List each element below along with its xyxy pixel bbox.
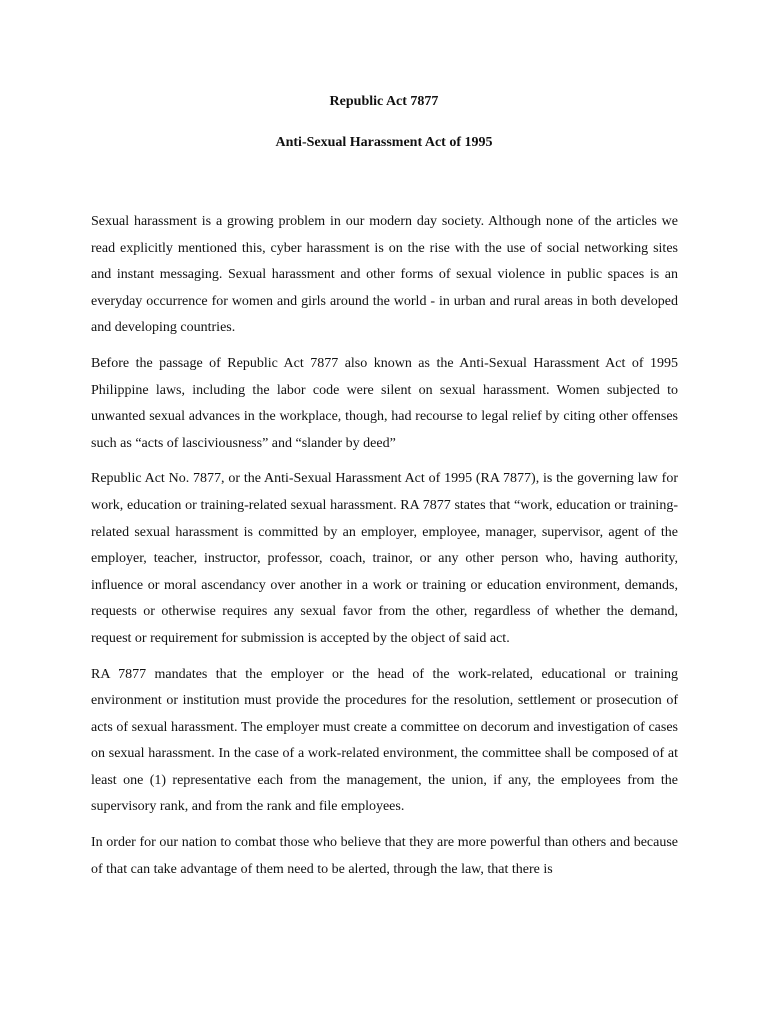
- document-body: [91, 209, 678, 892]
- paragraph-mandate: RA 7877 mandates that the employer or the head of the work-related, educational or training environment or institution must provide the procedures for the resolution, settlement or prosecution of acts of sexual harassment. The employer must create a committee on decorum and investigation of cases on sexual harassment. In the case of a work-related environment, the committee shall be composed of at least one (1) representative each from the management, the union, if any, the employees from the supervisory rank, and from the rank and file employees.: [91, 666, 678, 815]
- paragraph-intro: Sexual harassment is a growing problem in our modern day society. Although none of the articles we read explicitly mentioned this, cyber harassment is on the rise with the use of social networking sites and instant messaging. Sexual harassment and other forms of sexual violence in public spaces is an everyday occurrence for women and girls around the world - in urban and rural areas in both developed and developing countries.: [91, 214, 678, 336]
- paragraph-definition: Republic Act No. 7877, or the Anti-Sexual Harassment Act of 1995 (RA 7877), is the governing law for work, education or training-related sexual harassment. RA 7877 states that “work, education or training-related sexual harassment is committed by an employer, employee, manager, supervisor, agent of the employer, teacher, instructor, professor, coach, trainor, or any other person who, having authority, influence or moral ascendancy over another in a work or training or education environment, demands, requests or otherwise requires any sexual favor from the other, regardless of whether the demand, request or requirement for submission is accepted by the object of said act.: [91, 471, 678, 646]
- document-title: Republic Act 7877: [329, 94, 439, 109]
- paragraph-history: Before the passage of Republic Act 7877 also known as the Anti-Sexual Harassment Act of 1995 Philippine laws, including the labor code were silent on sexual harassment. Women subjected to unwanted sexual advances in the workplace, though, had recourse to legal relief by citing other offenses such as “acts of lasciviousness” and “slander by deed”: [91, 355, 678, 451]
- document-subtitle: Anti-Sexual Harassment Act of 1995: [275, 135, 493, 150]
- paragraph-conclusion: In order for our nation to combat those who believe that they are more powerful than others and because of that can take advantage of them need to be alerted, through the law, that there is: [91, 835, 678, 877]
